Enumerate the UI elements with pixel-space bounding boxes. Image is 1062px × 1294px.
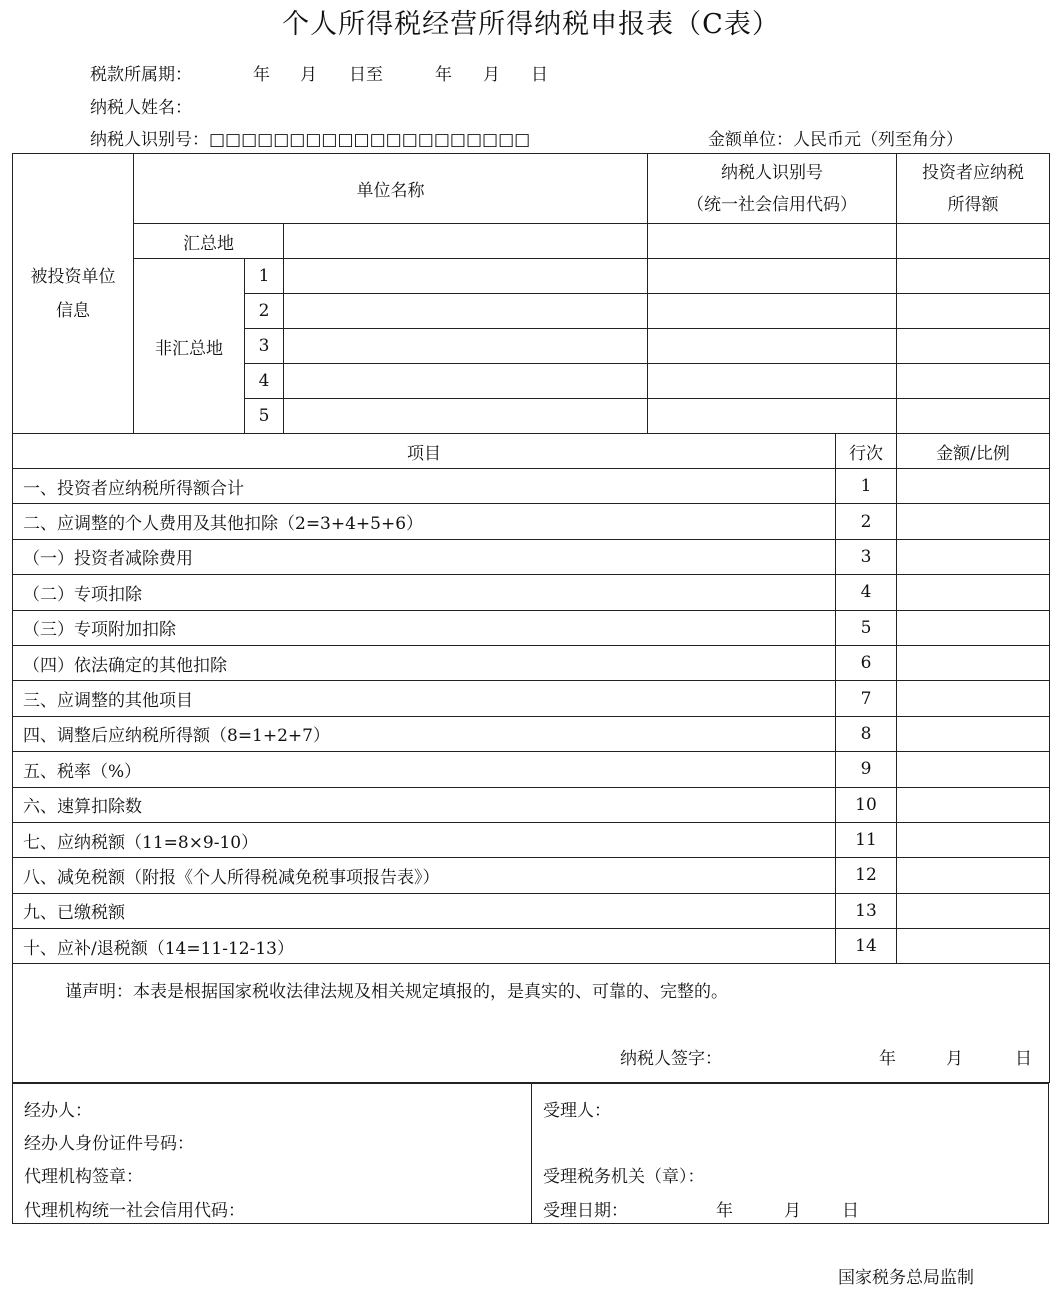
item-value-cell[interactable]	[897, 645, 1050, 680]
item-row	[13, 681, 1050, 716]
item-row	[13, 752, 1050, 787]
summary-unit-name-cell[interactable]	[284, 224, 648, 259]
item-row	[13, 575, 1050, 610]
item-value-cell[interactable]	[897, 539, 1050, 574]
period-day-to: 日至	[349, 65, 383, 85]
declaration-table	[12, 153, 1050, 1083]
item-line-number: 2	[836, 504, 897, 539]
item-line-number: 7	[836, 681, 897, 716]
item-line-number: 1	[836, 469, 897, 504]
non-summary-place-label: 非汇总地	[134, 259, 245, 434]
non-summary-unit-name-cell[interactable]	[284, 364, 648, 399]
non-summary-taxid-cell[interactable]	[648, 259, 897, 294]
item-label: 一、投资者应纳税所得额合计	[13, 469, 836, 504]
col-taxpayer-id: 纳税人识别号 （统一社会信用代码）	[648, 154, 897, 224]
period-month-1: 月	[300, 65, 317, 85]
item-row	[13, 469, 1050, 504]
item-line-number: 14	[836, 929, 897, 964]
item-label: 十、应补/退税额（14=11-12-13）	[13, 929, 836, 964]
receiver-label: 受理人：	[543, 1101, 611, 1121]
item-value-cell[interactable]	[897, 787, 1050, 822]
taxpayer-id-label: 纳税人识别号：□□□□□□□□□□□□□□□□□□□□	[90, 130, 531, 150]
agent-id-label: 经办人身份证件号码：	[24, 1134, 194, 1154]
item-line-number: 13	[836, 893, 897, 928]
item-label: 八、减免税额（附报《个人所得税减免税事项报告表》）	[13, 858, 836, 893]
item-label: 二、应调整的个人费用及其他扣除（2=3+4+5+6）	[13, 504, 836, 539]
item-line-number: 8	[836, 716, 897, 751]
item-line-number: 10	[836, 787, 897, 822]
item-row	[13, 504, 1050, 539]
item-value-cell[interactable]	[897, 575, 1050, 610]
accept-month: 月	[784, 1201, 801, 1221]
non-summary-unit-name-cell[interactable]	[284, 399, 648, 434]
item-label: 六、速算扣除数	[13, 787, 836, 822]
page-title: 个人所得税经营所得纳税申报表（C表）	[282, 9, 780, 40]
item-line-number: 3	[836, 539, 897, 574]
item-line-number: 6	[836, 645, 897, 680]
declaration-cell	[13, 964, 1050, 1083]
bottom-divider	[531, 1083, 532, 1224]
taxpayer-sign-label: 纳税人签字：	[620, 1049, 722, 1070]
col-item: 项目	[13, 434, 836, 469]
period-label: 税款所属期：	[90, 65, 192, 85]
agency-seal-label: 代理机构签章：	[24, 1167, 143, 1187]
item-row	[13, 645, 1050, 680]
item-label: 五、税率（%）	[13, 752, 836, 787]
currency-unit-label: 金额单位：人民币元（列至角分）	[708, 130, 963, 150]
non-summary-taxid-cell[interactable]	[648, 364, 897, 399]
item-label: 七、应纳税额（11=8×9-10）	[13, 822, 836, 857]
sign-day: 日	[1015, 1049, 1032, 1070]
agency-code-label: 代理机构统一社会信用代码：	[24, 1201, 245, 1221]
non-summary-unit-name-cell[interactable]	[284, 294, 648, 329]
item-value-cell[interactable]	[897, 469, 1050, 504]
item-value-cell[interactable]	[897, 893, 1050, 928]
non-summary-amount-cell[interactable]	[897, 329, 1050, 364]
period-day-2: 日	[531, 65, 548, 85]
col-line: 行次	[836, 434, 897, 469]
col-investor-amount: 投资者应纳税 所得额	[897, 154, 1050, 224]
item-line-number: 5	[836, 610, 897, 645]
non-summary-row-number: 3	[245, 329, 284, 364]
non-summary-amount-cell[interactable]	[897, 364, 1050, 399]
col-value: 金额/比例	[897, 434, 1050, 469]
item-row	[13, 539, 1050, 574]
item-value-cell[interactable]	[897, 504, 1050, 539]
agent-label: 经办人：	[24, 1101, 92, 1121]
non-summary-unit-name-cell[interactable]	[284, 259, 648, 294]
item-value-cell[interactable]	[897, 681, 1050, 716]
item-label: （四）依法确定的其他扣除	[13, 645, 836, 680]
item-row	[13, 929, 1050, 964]
item-row	[13, 787, 1050, 822]
summary-amount-cell[interactable]	[897, 224, 1050, 259]
non-summary-taxid-cell[interactable]	[648, 329, 897, 364]
item-label: 九、已缴税额	[13, 893, 836, 928]
item-label: 三、应调整的其他项目	[13, 681, 836, 716]
declaration-text: 谨声明：本表是根据国家税收法律法规及相关规定填报的，是真实的、可靠的、完整的。	[65, 982, 728, 1003]
non-summary-row-number: 4	[245, 364, 284, 399]
accept-day: 日	[842, 1201, 859, 1221]
item-row	[13, 822, 1050, 857]
non-summary-amount-cell[interactable]	[897, 294, 1050, 329]
item-value-cell[interactable]	[897, 752, 1050, 787]
item-line-number: 4	[836, 575, 897, 610]
item-value-cell[interactable]	[897, 610, 1050, 645]
accept-date-label: 受理日期：	[543, 1201, 628, 1221]
item-line-number: 11	[836, 822, 897, 857]
item-label: 四、调整后应纳税所得额（8=1+2+7）	[13, 716, 836, 751]
invested-section-label: 被投资单位 信息	[13, 154, 134, 434]
item-value-cell[interactable]	[897, 822, 1050, 857]
non-summary-row-number: 2	[245, 294, 284, 329]
non-summary-amount-cell[interactable]	[897, 259, 1050, 294]
accept-year: 年	[716, 1201, 733, 1221]
item-line-number: 9	[836, 752, 897, 787]
col-unit-name: 单位名称	[134, 154, 648, 224]
summary-place-label: 汇总地	[134, 224, 284, 259]
item-row	[13, 893, 1050, 928]
sign-month: 月	[946, 1049, 963, 1070]
supervisor-footer: 国家税务总局监制	[838, 1268, 974, 1288]
non-summary-row-number: 1	[245, 259, 284, 294]
period-year-2: 年	[435, 65, 452, 85]
period-month-2: 月	[483, 65, 500, 85]
summary-taxid-cell[interactable]	[648, 224, 897, 259]
non-summary-taxid-cell[interactable]	[648, 294, 897, 329]
item-row	[13, 716, 1050, 751]
non-summary-row-number: 5	[245, 399, 284, 434]
sign-year: 年	[879, 1049, 896, 1070]
non-summary-amount-cell[interactable]	[897, 399, 1050, 434]
item-value-cell[interactable]	[897, 858, 1050, 893]
tax-office-label: 受理税务机关（章）：	[543, 1167, 705, 1187]
period-year-1: 年	[253, 65, 270, 85]
item-label: （一）投资者减除费用	[13, 539, 836, 574]
item-label: （三）专项附加扣除	[13, 610, 836, 645]
item-row	[13, 858, 1050, 893]
item-label: （二）专项扣除	[13, 575, 836, 610]
item-value-cell[interactable]	[897, 716, 1050, 751]
taxpayer-name-label: 纳税人姓名：	[90, 98, 192, 118]
item-value-cell[interactable]	[897, 929, 1050, 964]
item-line-number: 12	[836, 858, 897, 893]
non-summary-unit-name-cell[interactable]	[284, 329, 648, 364]
non-summary-taxid-cell[interactable]	[648, 399, 897, 434]
item-row	[13, 610, 1050, 645]
